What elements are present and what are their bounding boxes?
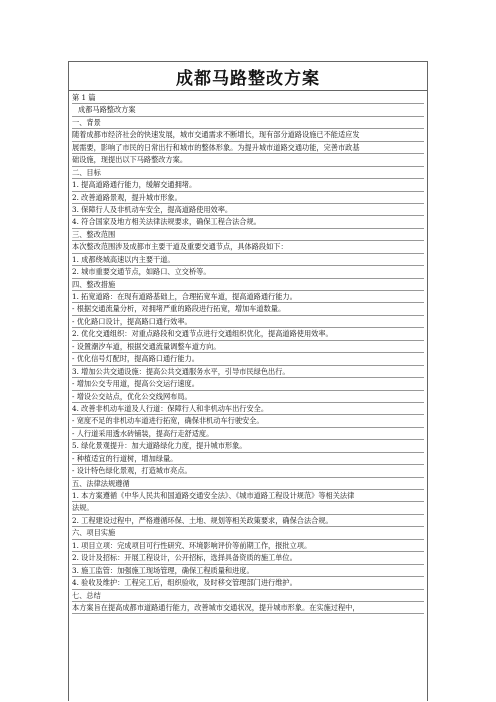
text-line: 一、背景 — [72, 117, 424, 129]
title-cell — [69, 62, 427, 91]
text-line: 4. 改善非机动车道及人行道：保障行人和非机动车出行安全。 — [72, 403, 424, 415]
text-line: 三、整改范围 — [72, 229, 424, 241]
text-line: - 设计特色绿化景观，打造城市亮点。 — [72, 465, 424, 477]
text-line: 展需要，影响了市民的日常出行和城市的整体形象。为提升城市道路交通功能，完善市政基 — [72, 142, 424, 154]
document-table — [68, 61, 428, 701]
text-line: 随着成都市经济社会的快速发展，城市交通需求不断增长，现有部分道路设施已不能适应发 — [72, 129, 424, 141]
text-line: 法规。 — [72, 502, 424, 514]
text-line: - 优化路口设计，提高路口通行效率。 — [72, 316, 424, 328]
text-line: - 增设公交站点，优化公交线网布局。 — [72, 391, 424, 403]
text-line: 七、总结 — [72, 590, 424, 602]
text-line: 本次整改范围涉及成都市主要干道及重要交通节点，具体路段如下： — [72, 241, 424, 253]
text-line: 2. 优化交通组织：对重点路段和交通节点进行交通组织优化，提高道路使用效率。 — [72, 328, 424, 340]
text-line: 五、法律法规遵循 — [72, 478, 424, 490]
text-line: 2. 设计及招标：开展工程设计，公开招标，选择具备资质的施工单位。 — [72, 552, 424, 564]
text-line: - 根据交通流量分析，对拥堵严重的路段进行拓宽，增加车道数量。 — [72, 303, 424, 315]
text-line: 4. 验收及维护：工程完工后，组织验收，及时移交管理部门进行维护。 — [72, 577, 424, 589]
text-line: 1. 本方案遵循《中华人民共和国道路交通安全法》、《城市道路工程设计规范》等相关法律 — [72, 490, 424, 502]
text-line: 1. 项目立项：完成项目可行性研究、环境影响评价等前期工作，报批立项。 — [72, 540, 424, 552]
text-line: - 设置潮汐车道，根据交通流量调整车道方向。 — [72, 341, 424, 353]
text-line: 1. 拓宽道路：在现有道路基础上，合理拓宽车道，提高道路通行能力。 — [72, 291, 424, 303]
text-line: 4. 符合国家及地方相关法律法规要求，确保工程合法合规。 — [72, 216, 424, 228]
text-line: 2. 工程建设过程中，严格遵循环保、土地、规划等相关政策要求，确保合法合规。 — [72, 515, 424, 527]
text-line: 3. 保障行人及非机动车安全，提高道路使用效率。 — [72, 204, 424, 216]
text-line: 础设施，现提出以下马路整改方案。 — [72, 154, 424, 166]
text-line: 四、整改措施 — [72, 279, 424, 291]
text-line: - 增加公交专用道，提高公交运行速度。 — [72, 378, 424, 390]
text-line: 5. 绿化景观提升：加大道路绿化力度，提升城市形象。 — [72, 440, 424, 452]
text-line: 1. 成都绕城高速以内主要干道。 — [72, 254, 424, 266]
document-body — [69, 91, 427, 614]
text-line: - 优化信号灯配时，提高路口通行能力。 — [72, 353, 424, 365]
text-line: 第 1 篇 — [72, 92, 424, 104]
text-line: - 人行道采用透水砖铺装，提高行走舒适度。 — [72, 428, 424, 440]
text-line: 3. 增加公共交通设施：提高公共交通服务水平，引导市民绿色出行。 — [72, 366, 424, 378]
text-line: 二、目标 — [72, 167, 424, 179]
text-line: 2. 城市重要交通节点，如路口、立交桥等。 — [72, 266, 424, 278]
document-title: 成都马路整改方案 — [176, 68, 320, 89]
text-line: 成都马路整改方案 — [72, 104, 424, 116]
text-line: 1. 提高道路通行能力，缓解交通拥堵。 — [72, 179, 424, 191]
text-line: 六、项目实施 — [72, 527, 424, 539]
text-line: - 种植适宜的行道树，增加绿量。 — [72, 453, 424, 465]
text-line: - 宽度不足的非机动车道进行拓宽，确保非机动车行驶安全。 — [72, 415, 424, 427]
text-line: 3. 施工监管：加强施工现场管理，确保工程质量和进度。 — [72, 565, 424, 577]
text-line: 2. 改善道路景观，提升城市形象。 — [72, 192, 424, 204]
text-line: 本方案旨在提高成都市道路通行能力，改善城市交通状况，提升城市形象。在实施过程中， — [72, 602, 424, 614]
